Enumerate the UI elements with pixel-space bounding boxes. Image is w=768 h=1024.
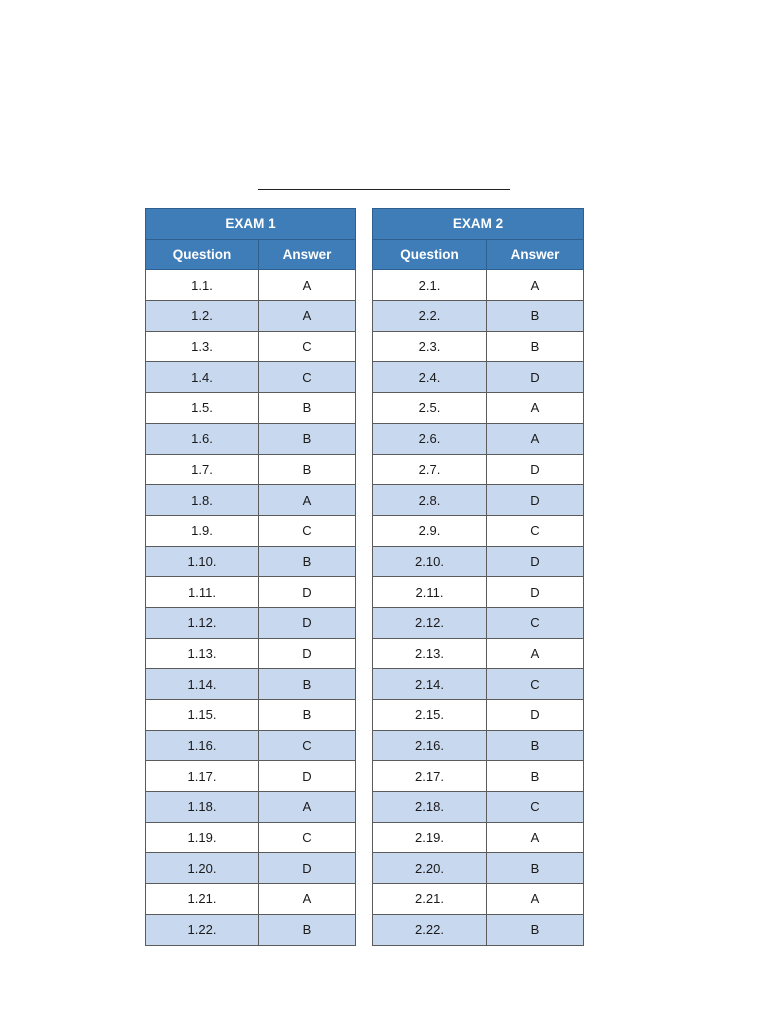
table-row: [146, 423, 356, 454]
table-row: [146, 362, 356, 393]
answer-cell: D: [487, 577, 584, 608]
answer-cell: D: [487, 362, 584, 393]
question-number-cell: 1.11.: [146, 577, 259, 608]
table-row: [373, 730, 584, 761]
answer-cell: D: [487, 700, 584, 731]
table-row: [373, 515, 584, 546]
answer-cell: C: [259, 822, 356, 853]
table-row: [146, 301, 356, 332]
table-row: [373, 853, 584, 884]
answer-cell: C: [487, 669, 584, 700]
table-row: [373, 393, 584, 424]
answer-cell: B: [259, 700, 356, 731]
question-number-cell: 2.11.: [373, 577, 487, 608]
question-number-cell: 1.6.: [146, 423, 259, 454]
question-number-cell: 2.16.: [373, 730, 487, 761]
answer-cell: B: [259, 669, 356, 700]
table-row: [146, 485, 356, 516]
exam-2-column-header-row: [373, 239, 584, 270]
table-row: [146, 822, 356, 853]
exam-2-question-header: Question: [373, 239, 487, 270]
answer-cell: B: [259, 546, 356, 577]
question-number-cell: 2.1.: [373, 270, 487, 301]
table-row: [373, 454, 584, 485]
table-row: [373, 884, 584, 915]
answer-cell: C: [259, 730, 356, 761]
table-row: [146, 546, 356, 577]
table-row: [373, 485, 584, 516]
question-number-cell: 2.6.: [373, 423, 487, 454]
exam-1-title-row: [146, 209, 356, 240]
table-row: [146, 454, 356, 485]
question-number-cell: 2.7.: [373, 454, 487, 485]
answer-cell: A: [487, 270, 584, 301]
table-row: [373, 607, 584, 638]
title-underline-rule: [258, 189, 510, 190]
question-number-cell: 2.4.: [373, 362, 487, 393]
table-row: [146, 638, 356, 669]
exam-2-rows: [373, 270, 584, 945]
question-number-cell: 1.8.: [146, 485, 259, 516]
answer-cell: D: [259, 638, 356, 669]
answer-cell: B: [259, 393, 356, 424]
exam-1-answer-header: Answer: [259, 239, 356, 270]
table-row: [373, 331, 584, 362]
question-number-cell: 1.14.: [146, 669, 259, 700]
question-number-cell: 2.15.: [373, 700, 487, 731]
table-row: [146, 761, 356, 792]
question-number-cell: 1.12.: [146, 607, 259, 638]
answer-cell: D: [259, 577, 356, 608]
question-number-cell: 1.22.: [146, 914, 259, 945]
answer-cell: A: [487, 638, 584, 669]
exam-1-column-header-row: [146, 239, 356, 270]
question-number-cell: 1.21.: [146, 884, 259, 915]
answer-cell: C: [259, 362, 356, 393]
exam-2-title: EXAM 2: [373, 209, 584, 240]
table-row: [146, 270, 356, 301]
question-number-cell: 2.10.: [373, 546, 487, 577]
answer-cell: D: [487, 485, 584, 516]
question-number-cell: 2.19.: [373, 822, 487, 853]
exam-2-title-row: [373, 209, 584, 240]
question-number-cell: 1.2.: [146, 301, 259, 332]
answer-cell: C: [487, 607, 584, 638]
answer-cell: D: [487, 454, 584, 485]
table-row: [373, 270, 584, 301]
question-number-cell: 1.9.: [146, 515, 259, 546]
table-row: [146, 331, 356, 362]
table-row: [373, 638, 584, 669]
answer-cell: D: [259, 853, 356, 884]
question-number-cell: 2.18.: [373, 792, 487, 823]
table-row: [146, 792, 356, 823]
question-number-cell: 1.5.: [146, 393, 259, 424]
answer-cell: B: [487, 301, 584, 332]
exam-1-title: EXAM 1: [146, 209, 356, 240]
question-number-cell: 2.8.: [373, 485, 487, 516]
question-number-cell: 2.17.: [373, 761, 487, 792]
exam-1-question-header: Question: [146, 239, 259, 270]
question-number-cell: 2.21.: [373, 884, 487, 915]
answer-cell: D: [487, 546, 584, 577]
answer-cell: A: [259, 792, 356, 823]
question-number-cell: 2.14.: [373, 669, 487, 700]
answer-cell: B: [487, 853, 584, 884]
question-number-cell: 2.12.: [373, 607, 487, 638]
question-number-cell: 2.20.: [373, 853, 487, 884]
answer-cell: A: [487, 393, 584, 424]
table-row: [146, 515, 356, 546]
table-row: [373, 792, 584, 823]
answer-cell: C: [259, 515, 356, 546]
table-row: [373, 301, 584, 332]
question-number-cell: 1.13.: [146, 638, 259, 669]
answer-cell: C: [487, 792, 584, 823]
answer-cell: B: [259, 454, 356, 485]
table-row: [146, 577, 356, 608]
table-row: [146, 700, 356, 731]
table-row: [373, 423, 584, 454]
question-number-cell: 1.7.: [146, 454, 259, 485]
exam-1-rows: [146, 270, 356, 945]
answer-cell: A: [259, 485, 356, 516]
exam-1-answer-table: [145, 208, 356, 946]
table-row: [146, 853, 356, 884]
answer-cell: C: [259, 331, 356, 362]
answer-cell: D: [259, 607, 356, 638]
question-number-cell: 1.16.: [146, 730, 259, 761]
question-number-cell: 1.10.: [146, 546, 259, 577]
question-number-cell: 1.18.: [146, 792, 259, 823]
question-number-cell: 1.4.: [146, 362, 259, 393]
table-row: [373, 761, 584, 792]
question-number-cell: 2.13.: [373, 638, 487, 669]
table-row: [146, 914, 356, 945]
answer-cell: B: [487, 761, 584, 792]
question-number-cell: 1.20.: [146, 853, 259, 884]
question-number-cell: 2.5.: [373, 393, 487, 424]
question-number-cell: 1.1.: [146, 270, 259, 301]
table-row: [146, 669, 356, 700]
exam-2-answer-table: [372, 208, 584, 946]
table-row: [373, 914, 584, 945]
table-row: [146, 393, 356, 424]
answer-cell: B: [487, 730, 584, 761]
table-row: [373, 546, 584, 577]
table-row: [146, 884, 356, 915]
answer-cell: B: [259, 914, 356, 945]
answer-cell: A: [259, 884, 356, 915]
table-row: [373, 362, 584, 393]
answer-cell: A: [259, 301, 356, 332]
question-number-cell: 1.19.: [146, 822, 259, 853]
question-number-cell: 2.3.: [373, 331, 487, 362]
table-row: [373, 577, 584, 608]
answer-cell: A: [487, 884, 584, 915]
question-number-cell: 2.2.: [373, 301, 487, 332]
answer-cell: C: [487, 515, 584, 546]
table-row: [373, 669, 584, 700]
answer-cell: D: [259, 761, 356, 792]
table-row: [373, 700, 584, 731]
answer-cell: A: [487, 423, 584, 454]
question-number-cell: 1.17.: [146, 761, 259, 792]
question-number-cell: 2.22.: [373, 914, 487, 945]
table-row: [373, 822, 584, 853]
answer-cell: A: [487, 822, 584, 853]
question-number-cell: 1.3.: [146, 331, 259, 362]
answer-cell: B: [487, 331, 584, 362]
answer-cell: A: [259, 270, 356, 301]
question-number-cell: 2.9.: [373, 515, 487, 546]
table-row: [146, 607, 356, 638]
question-number-cell: 1.15.: [146, 700, 259, 731]
answer-cell: B: [487, 914, 584, 945]
exam-2-answer-header: Answer: [487, 239, 584, 270]
table-row: [146, 730, 356, 761]
answer-cell: B: [259, 423, 356, 454]
